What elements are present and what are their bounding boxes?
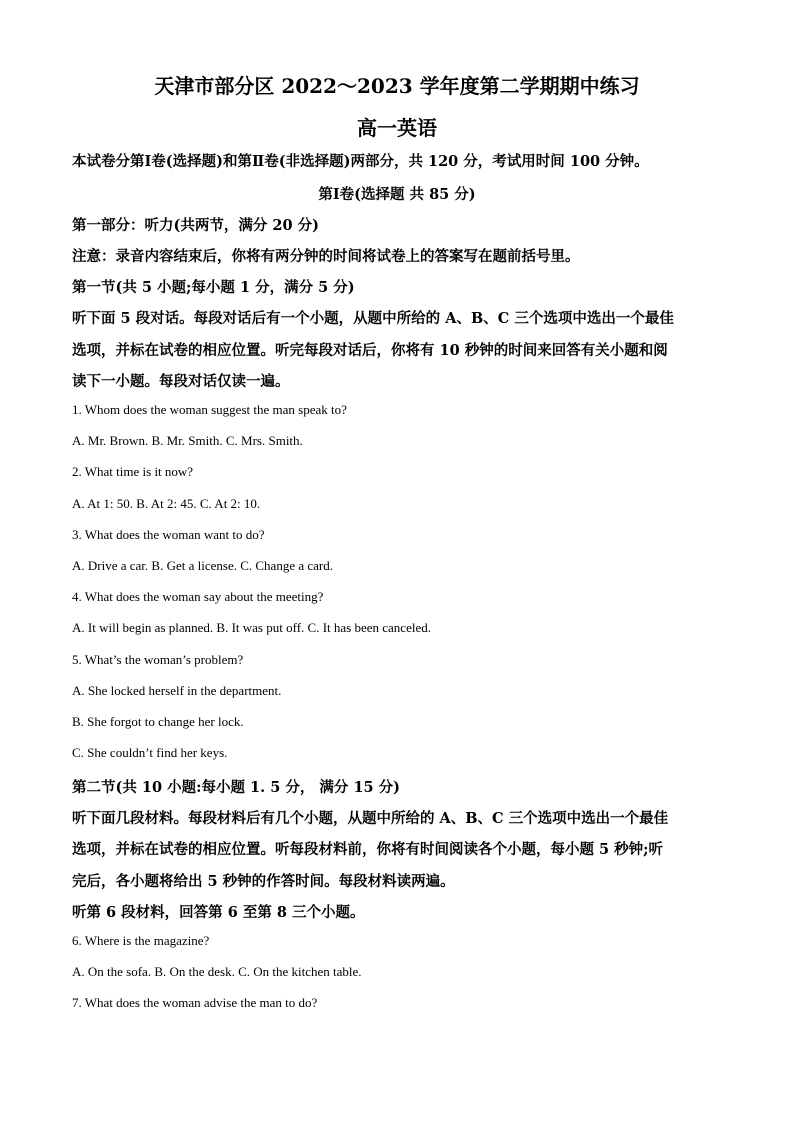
section2-instruction-line: 选项，并标在试卷的相应位置。听每段材料前，你将有时间阅读各个小题，每小题 5 秒钟;听 <box>72 841 664 858</box>
question-4: 4. What does the woman say about the meeting? <box>72 589 324 604</box>
section1-instruction-line: 选项，并标在试卷的相应位置。听完每段对话后，你将有 10 秒钟的时间来回答有关小题和阅 <box>72 342 668 359</box>
question-1-options: A. Mr. Brown. B. Mr. Smith. C. Mrs. Smith. <box>72 433 303 448</box>
question-6: 6. Where is the magazine? <box>72 933 210 948</box>
section1-heading: 第一节(共 5 小题;每小题 1 分，满分 5 分) <box>72 279 355 296</box>
question-5-option-c: C. She couldn’t find her keys. <box>72 745 228 760</box>
question-7: 7. What does the woman advise the man to do? <box>72 995 318 1010</box>
question-1: 1. Whom does the woman suggest the man speak to? <box>72 402 347 417</box>
question-3: 3. What does the woman want to do? <box>72 527 265 542</box>
question-5-option-b: B. She forgot to change her lock. <box>72 714 244 729</box>
question-3-options: A. Drive a car. B. Get a license. C. Change a card. <box>72 558 333 573</box>
part1-heading: 第一部分：听力(共两节，满分 20 分) <box>72 217 319 234</box>
question-2-options: A. At 1: 50. B. At 2: 45. C. At 2: 10. <box>72 496 261 511</box>
question-5-option-a: A. She locked herself in the department. <box>72 683 282 698</box>
section2-instruction-line: 完后，各小题将给出 5 秒钟的作答时间。每段材料读两遍。 <box>72 873 455 890</box>
question-4-options: A. It will begin as planned. B. It was put off. C. It has been canceled. <box>72 620 431 635</box>
section1-instruction-line: 听下面 5 段对话。每段对话后有一个小题，从题中所给的 A、B、C 三个选项中选出一个最佳 <box>72 310 674 327</box>
section1-instruction-line: 读下一小题。每段对话仅读一遍。 <box>72 373 290 390</box>
section2-instruction-line: 听下面几段材料。每段材料后有几个小题，从题中所给的 A、B、C 三个选项中选出一个最佳 <box>72 810 669 827</box>
volume-heading: 第Ⅰ卷(选择题 共 85 分) <box>318 186 476 203</box>
part1-note: 注意：录音内容结束后，你将有两分钟的时间将试卷上的答案写在题前括号里。 <box>72 248 580 265</box>
section2-heading: 第二节(共 10 小题:每小题 1. 5 分， 满分 15 分) <box>72 779 401 796</box>
exam-subject: 高一英语 <box>357 116 437 140</box>
question-5: 5. What’s the woman’s problem? <box>72 652 244 667</box>
question-2: 2. What time is it now? <box>72 464 194 479</box>
exam-title: 天津市部分区 2022～2023 学年度第二学期期中练习 <box>154 74 640 98</box>
material-6-instruction: 听第 6 段材料，回答第 6 至第 8 三个小题。 <box>72 904 365 921</box>
exam-intro: 本试卷分第Ⅰ卷(选择题)和第Ⅱ卷(非选择题)两部分，共 120 分，考试用时间 100 分钟。 <box>72 153 649 170</box>
question-6-options: A. On the sofa. B. On the desk. C. On the kitchen table. <box>72 964 362 979</box>
